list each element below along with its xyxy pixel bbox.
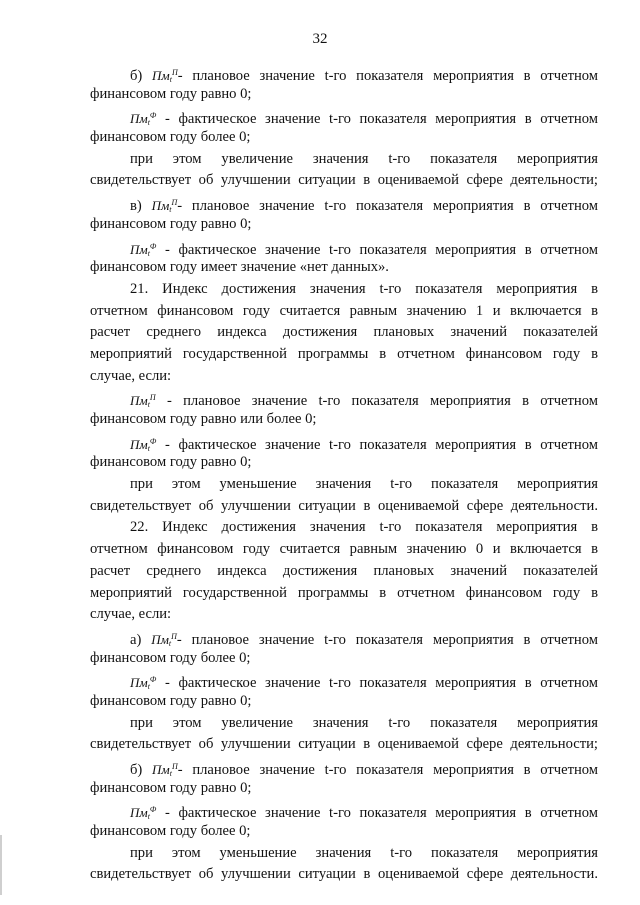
text-line bbox=[90, 799, 598, 821]
text-line bbox=[90, 691, 598, 713]
line-text: финансовом году равно 0; bbox=[90, 454, 252, 471]
text-line bbox=[90, 821, 598, 843]
text-line bbox=[90, 344, 598, 366]
line-text: финансовом году равно 0; bbox=[90, 779, 252, 796]
line-text: финансовом году равно или более 0; bbox=[90, 411, 317, 427]
text-line bbox=[90, 257, 598, 279]
line-text: - плановое значение t-го показателя мероприятия в отчетном bbox=[177, 762, 598, 778]
text-line bbox=[90, 474, 598, 496]
text-line bbox=[90, 583, 598, 605]
text-line bbox=[90, 452, 598, 474]
indicator-symbol: $Пм_t^Ф$ bbox=[130, 805, 157, 822]
text-line bbox=[90, 387, 598, 409]
indicator-symbol: $Пм_t^П$ bbox=[151, 198, 178, 214]
line-text: 22. Индекс достижения значения t-го показателя мероприятия в bbox=[130, 519, 598, 536]
text-line bbox=[90, 517, 598, 539]
line-text: - фактическое значение t-го показателя мероприятия в отчетном bbox=[156, 436, 598, 453]
text-line bbox=[90, 734, 598, 756]
text-line bbox=[90, 778, 598, 800]
text-line bbox=[90, 409, 598, 431]
line-text: финансовом году более 0; bbox=[90, 823, 251, 840]
text-line bbox=[90, 279, 598, 301]
indicator-symbol: $Пм_t^П$ bbox=[130, 393, 156, 409]
text-line bbox=[90, 301, 598, 323]
list-marker: б) bbox=[130, 762, 153, 778]
text-line bbox=[90, 84, 598, 106]
line-text: свидетельствует об улучшении ситуации в оцениваемой сфере деятельности. bbox=[90, 866, 598, 883]
line-text: - плановое значение t-го показателя мероприятия в отчетном bbox=[155, 393, 598, 409]
indicator-symbol: $Пм_t^П$ bbox=[151, 631, 177, 648]
line-text: случае, если: bbox=[90, 367, 172, 384]
line-text: отчетном финансовом году считается равным значению 0 и включается в bbox=[90, 541, 598, 558]
line-text: свидетельствует об улучшении ситуации в оцениваемой сфере деятельности. bbox=[90, 497, 598, 514]
page-number: 32 bbox=[312, 31, 328, 47]
text-line bbox=[90, 756, 598, 778]
line-text: финансовом году равно 0; bbox=[90, 215, 252, 232]
indicator-symbol: $Пм_t^Ф$ bbox=[130, 111, 157, 128]
line-text: 21. Индекс достижения значения t-го показателя мероприятия в bbox=[130, 280, 598, 297]
line-text: финансовом году равно 0; bbox=[90, 85, 252, 102]
text-line bbox=[90, 105, 598, 127]
line-text: - фактическое значение t-го показателя мероприятия в отчетном bbox=[156, 111, 598, 128]
line-text: при этом уменьшение значения t-го показателя мероприятия bbox=[130, 476, 598, 493]
text-line bbox=[90, 149, 598, 171]
text-line bbox=[90, 713, 598, 735]
indicator-symbol: $Пм_t^Ф$ bbox=[130, 675, 157, 691]
indicator-symbol: $Пм_t^П$ bbox=[152, 762, 178, 778]
line-text: - плановое значение t-го показателя мероприятия в отчетном bbox=[177, 68, 598, 84]
indicator-symbol: $Пм_t^Ф$ bbox=[130, 436, 157, 453]
text-line bbox=[90, 496, 598, 518]
text-line bbox=[90, 192, 598, 214]
line-text: финансовом году более 0; bbox=[90, 649, 251, 666]
text-line bbox=[90, 170, 598, 192]
line-text: мероприятий государственной программы в отчетном финансовом году в bbox=[90, 345, 598, 362]
line-text: случае, если: bbox=[90, 606, 172, 623]
text-line bbox=[90, 561, 598, 583]
list-marker: б) bbox=[130, 68, 153, 84]
line-text: - фактическое значение t-го показателя мероприятия в отчетном bbox=[156, 241, 598, 258]
list-marker: в) bbox=[130, 198, 152, 214]
text-line bbox=[90, 648, 598, 670]
line-text: при этом увеличение значения t-го показателя мероприятия bbox=[130, 714, 598, 731]
indicator-symbol: $Пм_t^П$ bbox=[152, 68, 178, 84]
line-text: - плановое значение t-го показателя мероприятия в отчетном bbox=[176, 631, 598, 648]
line-text: свидетельствует об улучшении ситуации в оцениваемой сфере деятельности; bbox=[90, 172, 598, 189]
text-line bbox=[90, 843, 598, 865]
text-line bbox=[90, 236, 598, 258]
text-line bbox=[90, 366, 598, 388]
line-text: - фактическое значение t-го показателя мероприятия в отчетном bbox=[156, 805, 598, 822]
line-text: финансовом году имеет значение «нет данных». bbox=[90, 259, 389, 276]
line-text: при этом уменьшение значения t-го показателя мероприятия bbox=[130, 844, 598, 861]
line-text: свидетельствует об улучшении ситуации в оцениваемой сфере деятельности; bbox=[90, 736, 598, 753]
text-line bbox=[90, 626, 598, 648]
text-line bbox=[90, 431, 598, 453]
document-body bbox=[90, 62, 598, 886]
line-text: финансовом году равно 0; bbox=[90, 692, 252, 709]
scan-edge-mark bbox=[0, 835, 2, 895]
text-line bbox=[90, 322, 598, 344]
line-text: расчет среднего индекса достижения плановых значений показателей bbox=[90, 324, 598, 341]
text-line bbox=[90, 539, 598, 561]
line-text: - фактическое значение t-го показателя мероприятия в отчетном bbox=[156, 675, 598, 691]
line-text: - плановое значение t-го показателя мероприятия в отчетном bbox=[177, 198, 598, 214]
text-line bbox=[90, 214, 598, 236]
text-line bbox=[90, 62, 598, 84]
text-line bbox=[90, 669, 598, 691]
text-line bbox=[90, 604, 598, 626]
text-line bbox=[90, 864, 598, 886]
line-text: отчетном финансовом году считается равным значению 1 и включается в bbox=[90, 302, 598, 319]
line-text: финансовом году более 0; bbox=[90, 129, 251, 146]
line-text: мероприятий государственной программы в отчетном финансовом году в bbox=[90, 584, 598, 601]
indicator-symbol: $Пм_t^Ф$ bbox=[130, 241, 157, 258]
line-text: при этом увеличение значения t-го показателя мероприятия bbox=[130, 150, 598, 167]
line-text: расчет среднего индекса достижения плановых значений показателей bbox=[90, 562, 598, 579]
text-line bbox=[90, 127, 598, 149]
list-marker: а) bbox=[130, 631, 152, 648]
